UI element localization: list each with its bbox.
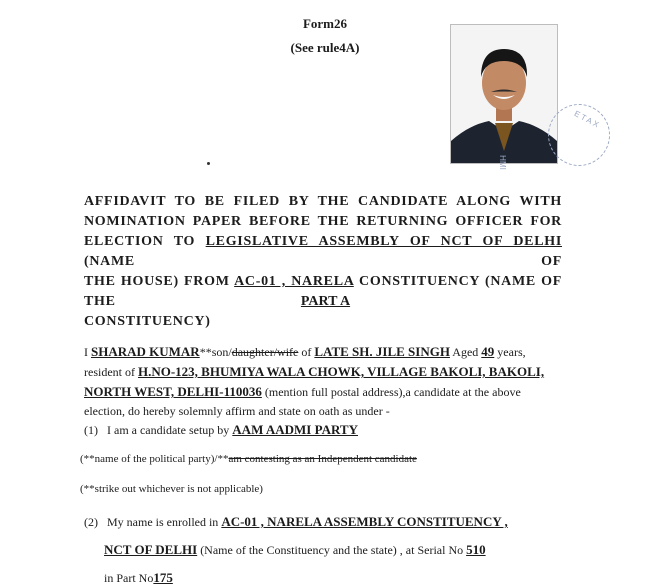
- father-name: LATE SH. JILE SINGH: [314, 344, 450, 359]
- house-name: LEGISLATIVE ASSEMBLY OF NCT OF DELHI: [205, 234, 562, 249]
- ink-dot: [207, 162, 210, 165]
- candidate-age: 49: [481, 344, 495, 359]
- part-a-heading: PART A: [300, 294, 351, 309]
- serial-number: 510: [466, 542, 486, 557]
- candidate-name: SHARAD KUMAR: [91, 344, 200, 359]
- form-number: Form26: [302, 16, 348, 31]
- strike-note: (**strike out whichever is not applicable): [80, 483, 263, 495]
- stamp-side-text: HMI: [497, 155, 507, 170]
- part-number: 175: [153, 570, 173, 585]
- enrolled-constituency: AC-01 , NARELA ASSEMBLY CONSTITUENCY ,: [221, 514, 508, 529]
- affidavit-title: AFFIDAVIT TO BE FILED BY THE CANDIDATE ALONG WITH NOMINATION PAPER BEFORE THE RETURNING OFFICER FOR ELECTION TO LEGISLATIVE ASSEMBLY OF NCT OF DELHI (NAME OF THE HOUSE) FROM AC-01 , NARELA CONSTITUENCY (NAME OF THE CONSTITUENCY): [84, 194, 563, 329]
- item-1: (1) I am a candidate setup by AAM AADMI PARTY: [84, 422, 358, 437]
- item-2: (2) My name is enrolled in AC-01 , NARELA ASSEMBLY CONSTITUENCY , NCT OF DELHI (Name of the Constituency and the state) , at Serial No 510 in Part No175: [84, 514, 508, 585]
- constituency-name: AC-01 , NARELA: [234, 274, 354, 289]
- address-line-1: H.NO-123, BHUMIYA WALA CHOWK, VILLAGE BAKOLI, BAKOLI,: [137, 364, 545, 379]
- party-name: AAM AADMI PARTY: [232, 422, 358, 437]
- party-note: (**name of the political party)/**am contesting as an Independent candidate: [80, 453, 417, 465]
- rule-reference: (See rule4A): [290, 40, 360, 55]
- address-line-2: NORTH WEST, DELHI-110036: [84, 384, 262, 399]
- candidate-photo: [450, 24, 558, 164]
- official-stamp: ETAX: [537, 93, 621, 177]
- state-name: NCT OF DELHI: [104, 542, 198, 557]
- declaration-paragraph: I SHARAD KUMAR**son/daughter/wife of LATE SH. JILE SINGH Aged 49 years, resident of H.NO-123, BHUMIYA WALA CHOWK, VILLAGE BAKOLI, BAKOLI, NORTH WEST, DELHI-110036 (mention full postal address),a candidate at the above election, do hereby solemnly affirm and state on oath as under -: [84, 344, 545, 418]
